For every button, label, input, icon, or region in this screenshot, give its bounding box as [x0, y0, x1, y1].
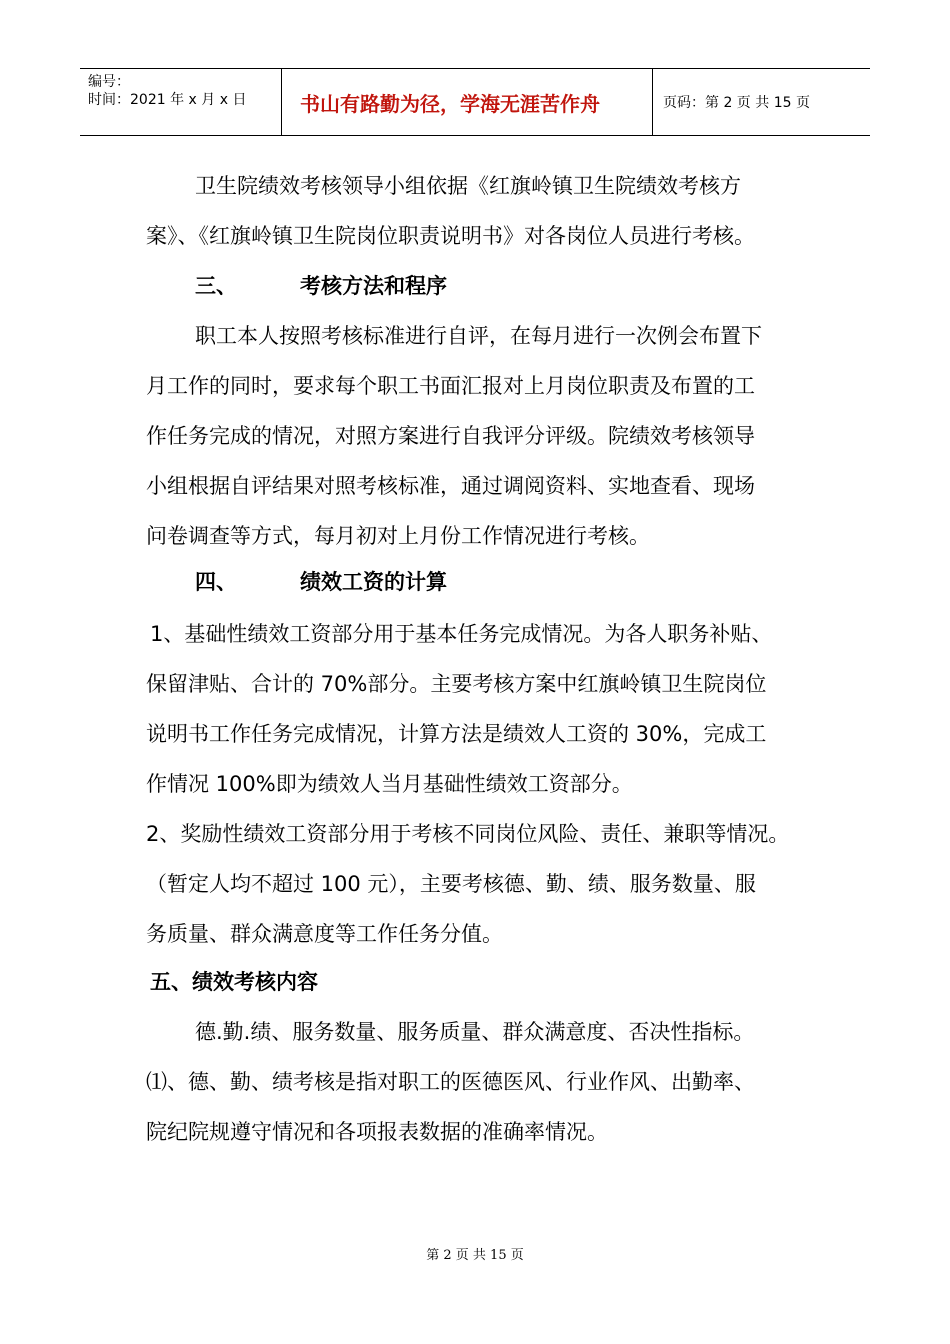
section-heading-number: 四、	[195, 570, 237, 594]
header-motto: 书山有路勤为径，学海无涯苦作舟	[282, 69, 653, 135]
page-header	[80, 68, 870, 136]
section-heading-title: 绩效工资的计算	[300, 570, 447, 594]
header-meta	[80, 69, 282, 135]
paragraph-line: 问卷调查等方式，每月初对上月份工作情况进行考核。	[146, 524, 650, 548]
page-footer: 第 2 页 共 15 页	[426, 1248, 524, 1263]
paragraph-line: ⑴、德、勤、绩考核是指对职工的医德医风、行业作风、出勤率、	[146, 1070, 755, 1094]
paragraph-line: （暂定人均不超过 100 元），主要考核德、勤、绩、服务数量、服	[146, 872, 756, 896]
paragraph-line: 月工作的同时，要求每个职工书面汇报对上月岗位职责及布置的工	[146, 374, 755, 398]
paragraph-line: 说明书工作任务完成情况，计算方法是绩效人工资的 30%，完成工	[146, 722, 767, 746]
paragraph-line: 院纪院规遵守情况和各项报表数据的准确率情况。	[146, 1120, 608, 1144]
paragraph-line: 案》、《红旗岭镇卫生院岗位职责说明书》对各岗位人员进行考核。	[146, 224, 755, 248]
section-heading: 五、绩效考核内容	[150, 970, 318, 994]
paragraph-line: 务质量、群众满意度等工作任务分值。	[146, 922, 503, 946]
section-heading-title: 考核方法和程序	[300, 274, 447, 298]
paragraph-line: 卫生院绩效考核领导小组依据《红旗岭镇卫生院绩效考核方	[195, 174, 741, 198]
paragraph-line: 作任务完成的情况，对照方案进行自我评分评级。院绩效考核领导	[146, 424, 755, 448]
document-number-label: 编号：	[88, 74, 130, 90]
paragraph-line: 职工本人按照考核标准进行自评，在每月进行一次例会布置下	[195, 324, 762, 348]
header-page-info: 页码：第 2 页 共 15 页	[663, 95, 810, 111]
document-date: 时间：2021 年 x 月 x 日	[88, 92, 247, 108]
paragraph-line: 德.勤.绩、服务数量、服务质量、群众满意度、否决性指标。	[195, 1020, 755, 1044]
paragraph-line: 保留津贴、合计的 70%部分。主要考核方案中红旗岭镇卫生院岗位	[146, 672, 767, 696]
paragraph-line: 2、奖励性绩效工资部分用于考核不同岗位风险、责任、兼职等情况。	[146, 822, 790, 846]
section-heading-number: 三、	[195, 274, 237, 298]
paragraph-line: 1、基础性绩效工资部分用于基本任务完成情况。为各人职务补贴、	[150, 622, 773, 646]
paragraph-line: 作情况 100%即为绩效人当月基础性绩效工资部分。	[146, 772, 633, 796]
paragraph-line: 小组根据自评结果对照考核标准，通过调阅资料、实地查看、现场	[146, 474, 755, 498]
